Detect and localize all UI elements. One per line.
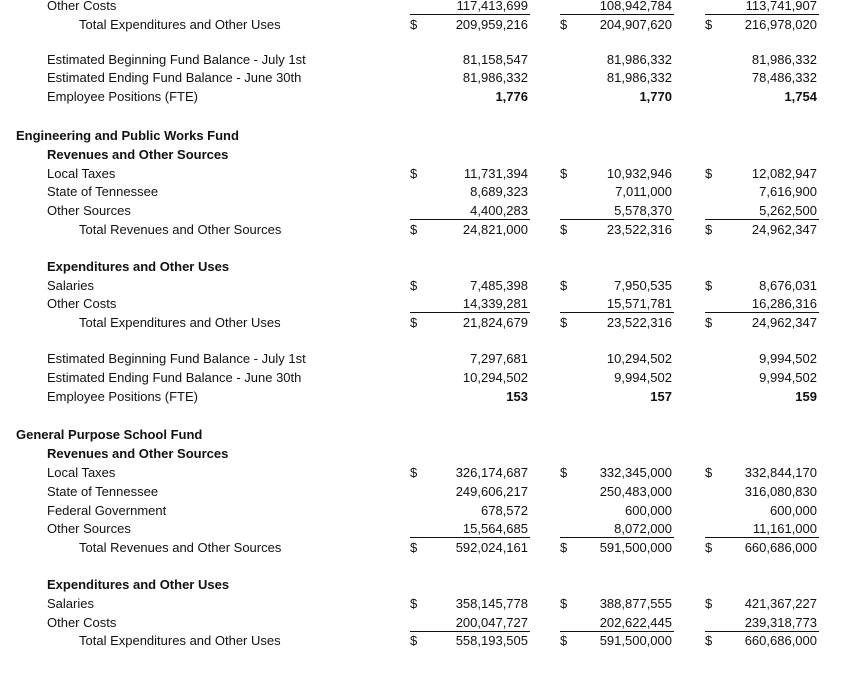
table-row [0, 68, 848, 87]
currency-symbol: $ [705, 222, 713, 237]
row-label: Estimated Ending Fund Balance - June 30th [47, 369, 302, 385]
amount-value: 5,262,500 [759, 203, 817, 219]
amount-value: 14,339,281 [462, 296, 528, 312]
amount-cell [560, 501, 674, 519]
amount-cell [410, 294, 530, 313]
amount-value: 326,174,687 [455, 465, 528, 480]
fund-title-row [0, 126, 848, 145]
amount-cell [410, 613, 530, 632]
balance-row [0, 349, 848, 368]
amount-cell [560, 594, 674, 612]
section-heading-row [0, 575, 848, 594]
row-label: Other Sources [47, 521, 131, 537]
table-row [0, 501, 848, 520]
amount-value: 202,622,445 [599, 614, 672, 630]
currency-symbol: $ [410, 540, 418, 556]
amount-value: 660,686,000 [744, 633, 817, 649]
amount-cell [705, 87, 819, 105]
amount-value: 117,413,699 [456, 0, 528, 13]
currency-symbol: $ [410, 165, 418, 181]
section-heading: Expenditures and Other Uses [47, 577, 230, 592]
currency-symbol: $ [705, 165, 713, 181]
amount-cell [560, 463, 674, 481]
amount-value: 7,297,681 [470, 351, 528, 366]
amount-value: 239,318,773 [744, 614, 817, 630]
amount-value: 113,741,907 [745, 0, 817, 13]
balance-row [0, 387, 848, 406]
amount-cell [410, 182, 530, 200]
amount-cell [560, 87, 674, 105]
amount-cell [560, 613, 674, 632]
total-row [0, 220, 848, 239]
amount-cell [410, 201, 530, 220]
currency-symbol: $ [560, 465, 568, 480]
row-label: Estimated Ending Fund Balance - June 30th [47, 70, 302, 86]
amount-value: 81,986,332 [606, 51, 672, 67]
row-label: Other Costs [47, 0, 117, 13]
currency-symbol: $ [410, 315, 418, 331]
amount-cell [705, 294, 819, 313]
amount-value: 159 [795, 388, 817, 404]
amount-value: 388,877,555 [599, 595, 672, 611]
amount-cell [410, 501, 530, 519]
amount-value: 10,294,502 [462, 369, 528, 385]
amount-value: 592,024,161 [455, 540, 528, 556]
total-label: Total Revenues and Other Sources [79, 222, 282, 237]
table-row [0, 463, 848, 482]
amount-value: 209,959,216 [455, 16, 528, 32]
amount-value: 250,483,000 [599, 483, 672, 499]
table-row [0, 482, 848, 501]
table-row [0, 15, 848, 34]
currency-symbol: $ [560, 165, 568, 181]
currency-symbol: $ [705, 465, 713, 480]
amount-cell [410, 594, 530, 612]
amount-value: 15,571,781 [606, 296, 672, 312]
table-row [0, 164, 848, 183]
total-label: Total Revenues and Other Sources [79, 540, 282, 556]
amount-cell [410, 276, 530, 294]
amount-value: 5,578,370 [614, 203, 672, 219]
amount-value: 16,286,316 [751, 296, 817, 312]
amount-value: 81,158,547 [462, 51, 528, 67]
amount-cell [410, 0, 530, 15]
amount-cell [705, 164, 819, 182]
amount-cell [705, 182, 819, 200]
amount-value: 24,962,347 [751, 222, 817, 237]
amount-value: 12,082,947 [751, 165, 817, 181]
amount-value: 7,485,398 [470, 277, 528, 293]
amount-cell [560, 182, 674, 200]
amount-value: 8,072,000 [614, 521, 672, 537]
amount-cell [410, 631, 530, 649]
currency-symbol: $ [410, 277, 418, 293]
amount-cell [560, 68, 674, 86]
currency-symbol: $ [705, 595, 713, 611]
amount-value: 23,522,316 [606, 315, 672, 331]
amount-value: 200,047,727 [455, 614, 528, 630]
row-label: Local Taxes [47, 165, 116, 181]
currency-symbol: $ [705, 277, 713, 293]
amount-cell [560, 15, 674, 33]
amount-value: 600,000 [625, 502, 672, 518]
balance-row [0, 368, 848, 387]
row-label: State of Tennessee [47, 184, 159, 200]
amount-cell [705, 594, 819, 612]
amount-cell [410, 15, 530, 33]
row-label: Local Taxes [47, 465, 116, 480]
amount-value: 216,978,020 [744, 16, 817, 32]
total-row [0, 538, 848, 557]
amount-cell [560, 220, 674, 238]
amount-cell [705, 349, 819, 367]
amount-value: 153 [506, 388, 528, 404]
currency-symbol: $ [560, 633, 568, 649]
table-row [0, 613, 848, 632]
amount-cell [705, 313, 819, 331]
amount-value: 24,821,000 [462, 222, 528, 237]
amount-cell [705, 538, 819, 556]
amount-value: 204,907,620 [599, 16, 672, 32]
amount-cell [560, 276, 674, 294]
amount-cell [560, 631, 674, 649]
amount-value: 11,161,000 [752, 521, 817, 537]
amount-value: 4,400,283 [470, 203, 528, 219]
amount-cell [410, 349, 530, 367]
amount-cell [560, 50, 674, 68]
amount-value: 23,522,316 [606, 222, 672, 237]
currency-symbol: $ [410, 595, 418, 611]
amount-value: 15,564,685 [462, 521, 528, 537]
amount-cell [560, 387, 674, 405]
table-row [0, 294, 848, 313]
table-row [0, 0, 848, 15]
amount-cell [410, 313, 530, 331]
amount-cell [705, 482, 819, 500]
amount-value: 7,950,535 [614, 277, 672, 293]
currency-symbol: $ [560, 277, 568, 293]
amount-cell [560, 294, 674, 313]
amount-cell [560, 313, 674, 331]
currency-symbol: $ [560, 540, 568, 556]
currency-symbol: $ [410, 16, 418, 32]
currency-symbol: $ [705, 633, 713, 649]
section-heading-row [0, 145, 848, 164]
amount-cell [705, 519, 819, 538]
amount-cell [410, 368, 530, 386]
total-label: Total Expenditures and Other Uses [79, 633, 281, 649]
amount-value: 558,193,505 [455, 633, 528, 649]
fund-title: Engineering and Public Works Fund [16, 128, 239, 143]
amount-value: 10,294,502 [606, 351, 672, 366]
fund-title: General Purpose School Fund [16, 427, 203, 443]
row-label: State of Tennessee [47, 483, 159, 499]
amount-value: 358,145,778 [455, 595, 528, 611]
currency-symbol: $ [560, 222, 568, 237]
amount-cell [560, 349, 674, 367]
currency-symbol: $ [560, 16, 568, 32]
amount-value: 591,500,000 [599, 633, 672, 649]
currency-symbol: $ [560, 595, 568, 611]
amount-cell [410, 164, 530, 182]
currency-symbol: $ [410, 222, 418, 237]
amount-value: 660,686,000 [744, 540, 817, 556]
amount-value: 157 [650, 388, 672, 404]
table-row [0, 182, 848, 201]
amount-value: 421,367,227 [744, 595, 817, 611]
amount-cell [410, 463, 530, 481]
amount-cell [705, 276, 819, 294]
row-label: Total Expenditures and Other Uses [79, 16, 281, 32]
section-heading-row [0, 257, 848, 276]
amount-value: 10,932,946 [606, 165, 672, 181]
row-label: Salaries [47, 277, 94, 293]
amount-cell [410, 87, 530, 105]
amount-cell [705, 15, 819, 33]
amount-cell [410, 482, 530, 500]
currency-symbol: $ [560, 315, 568, 331]
row-label: Employee Positions (FTE) [47, 89, 198, 105]
currency-symbol: $ [705, 540, 713, 556]
amount-cell [705, 368, 819, 386]
currency-symbol: $ [410, 465, 418, 480]
amount-value: 9,994,502 [759, 369, 817, 385]
table-row [0, 519, 848, 538]
section-heading: Expenditures and Other Uses [47, 258, 230, 274]
amount-value: 600,000 [770, 502, 817, 518]
amount-value: 81,986,332 [606, 70, 672, 86]
total-label: Total Expenditures and Other Uses [79, 315, 281, 331]
amount-cell [705, 220, 819, 238]
amount-cell [705, 613, 819, 632]
table-row [0, 201, 848, 220]
amount-value: 9,994,502 [759, 351, 817, 366]
amount-cell [560, 201, 674, 220]
table-row [0, 594, 848, 613]
amount-cell [560, 482, 674, 500]
amount-cell [705, 0, 819, 15]
amount-value: 678,572 [481, 502, 528, 518]
amount-cell [410, 387, 530, 405]
amount-cell [560, 368, 674, 386]
row-label: Other Costs [47, 296, 117, 312]
amount-value: 24,962,347 [751, 315, 817, 331]
amount-value: 1,776 [495, 89, 528, 105]
section-heading: Revenues and Other Sources [47, 446, 229, 462]
amount-value: 332,345,000 [599, 465, 672, 480]
amount-cell [560, 538, 674, 556]
amount-value: 11,731,394 [463, 165, 528, 181]
amount-value: 7,011,000 [615, 184, 672, 200]
table-row [0, 276, 848, 295]
amount-cell [705, 68, 819, 86]
amount-value: 8,676,031 [759, 277, 817, 293]
amount-cell [705, 50, 819, 68]
amount-cell [410, 519, 530, 538]
amount-value: 1,754 [784, 89, 817, 105]
amount-value: 332,844,170 [744, 465, 817, 480]
amount-value: 8,689,323 [470, 184, 528, 200]
amount-cell [410, 50, 530, 68]
row-label: Estimated Beginning Fund Balance - July 1st [47, 351, 306, 366]
amount-cell [705, 201, 819, 220]
amount-value: 81,986,332 [751, 51, 817, 67]
row-label: Salaries [47, 595, 94, 611]
row-label: Estimated Beginning Fund Balance - July 1st [47, 51, 306, 67]
amount-cell [705, 463, 819, 481]
amount-value: 249,606,217 [455, 483, 528, 499]
amount-cell [410, 220, 530, 238]
amount-value: 81,986,332 [462, 70, 528, 86]
amount-value: 9,994,502 [614, 369, 672, 385]
amount-cell [410, 538, 530, 556]
amount-cell [705, 501, 819, 519]
amount-value: 1,770 [639, 89, 672, 105]
currency-symbol: $ [705, 16, 713, 32]
row-label: Employee Positions (FTE) [47, 388, 198, 404]
section-heading: Revenues and Other Sources [47, 146, 229, 162]
amount-value: 21,824,679 [462, 315, 528, 331]
currency-symbol: $ [705, 315, 713, 331]
table-row [0, 50, 848, 69]
amount-value: 591,500,000 [599, 540, 672, 556]
amount-cell [705, 631, 819, 649]
table-row [0, 87, 848, 106]
amount-value: 108,942,784 [599, 0, 672, 13]
row-label: Federal Government [47, 502, 167, 518]
amount-cell [705, 387, 819, 405]
amount-cell [560, 519, 674, 538]
fund-title-row [0, 425, 848, 444]
amount-value: 316,080,830 [744, 483, 817, 499]
total-row [0, 313, 848, 332]
amount-cell [410, 68, 530, 86]
section-heading-row [0, 444, 848, 463]
amount-value: 7,616,900 [759, 184, 817, 200]
currency-symbol: $ [410, 633, 418, 649]
row-label: Other Sources [47, 203, 131, 219]
amount-value: 78,486,332 [751, 70, 817, 86]
amount-cell [560, 0, 674, 15]
row-label: Other Costs [47, 614, 117, 630]
amount-cell [560, 164, 674, 182]
total-row [0, 631, 848, 650]
